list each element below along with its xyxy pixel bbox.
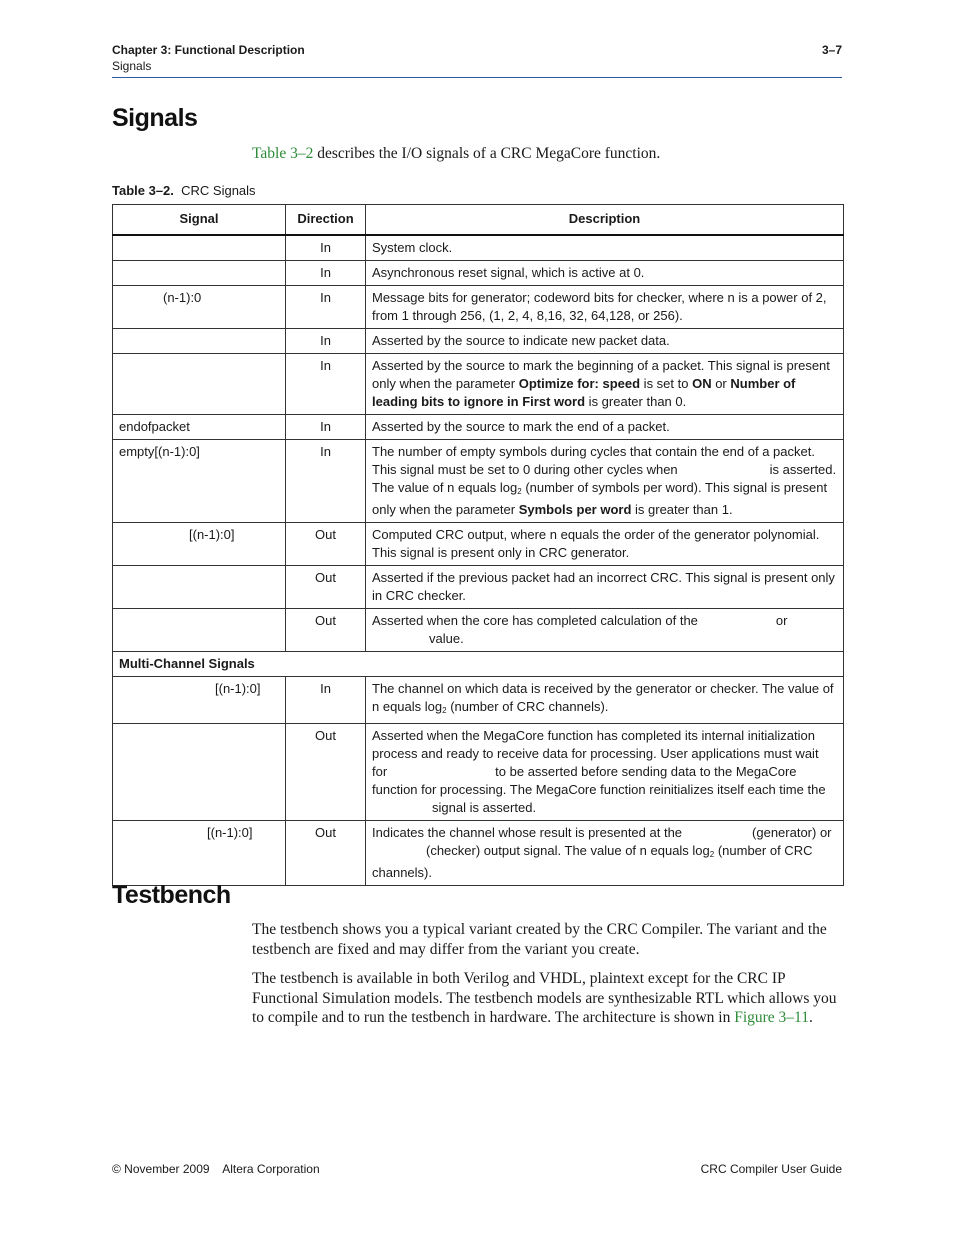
direction-cell: In bbox=[286, 415, 366, 440]
intro-text: describes the I/O signals of a CRC MegaCore function. bbox=[313, 145, 661, 162]
signal-cell bbox=[113, 261, 286, 286]
signal-cell: endofpacket bbox=[113, 415, 286, 440]
direction-cell: Out bbox=[286, 821, 366, 886]
desc-text: The channel on which data is received by the generator or checker. The value of n equals log bbox=[372, 681, 834, 714]
description-cell bbox=[366, 440, 844, 523]
direction-cell: In bbox=[286, 261, 366, 286]
direction-cell: Out bbox=[286, 566, 366, 609]
description-cell: Asynchronous reset signal, which is active at 0. bbox=[366, 261, 844, 286]
table-row bbox=[113, 440, 844, 523]
table-link[interactable]: Table 3–2 bbox=[252, 145, 314, 162]
desc-text: is greater than 1. bbox=[631, 502, 733, 517]
table-row bbox=[113, 566, 844, 609]
desc-text: (number of CRC channels). bbox=[372, 843, 813, 880]
direction-cell: In bbox=[286, 677, 366, 724]
subscript: 2 bbox=[517, 487, 522, 496]
param-name: Symbols per word bbox=[518, 502, 632, 517]
subscript: 2 bbox=[442, 706, 447, 715]
param-name: Number of leading bits to ignore in First word bbox=[372, 376, 796, 409]
desc-text: (checker) output signal. The value of n equals log bbox=[426, 843, 710, 858]
subscript: 2 bbox=[709, 850, 715, 859]
header-rule bbox=[112, 77, 842, 78]
description-cell bbox=[366, 724, 844, 821]
paragraph-text: . bbox=[809, 1009, 813, 1026]
description-cell: Asserted if the previous packet had an incorrect CRC. This signal is present only in CRC checker. bbox=[366, 566, 844, 609]
desc-text: is asserted. The value of n equals log bbox=[372, 462, 837, 495]
testbench-paragraph-1: The testbench shows you a typical variant created by the CRC Compiler. The variant and the testbench are fixed and may differ from the variant you create. bbox=[252, 921, 827, 958]
description-cell: Message bits for generator; codeword bits for checker, where n is a power of 2, from 1 through 256, (1, 2, 4, 8,16, 32, 64,128, or 256). bbox=[366, 286, 844, 329]
signal-cell bbox=[113, 724, 286, 821]
signals-heading: Signals bbox=[112, 104, 198, 132]
signals-table bbox=[112, 204, 844, 886]
description-cell bbox=[366, 609, 844, 652]
table-row bbox=[113, 286, 844, 329]
header-page-number: 3–7 bbox=[821, 43, 842, 57]
desc-text: (number of CRC channels). bbox=[446, 699, 609, 714]
desc-text: to be asserted before sending data to the MegaCore function for processing. The MegaCore function reinitializes itself each time the bbox=[372, 764, 826, 797]
signal-cell: [(n-1):0] bbox=[113, 677, 286, 724]
table-caption bbox=[112, 183, 256, 198]
signal-cell bbox=[113, 566, 286, 609]
direction-cell: In bbox=[286, 440, 366, 523]
desc-text: value. bbox=[429, 631, 464, 646]
desc-text: Asserted by the source to mark the beginning of a packet. This signal is present only when the parameter bbox=[372, 358, 830, 391]
desc-text: Asserted when the MegaCore function has completed its internal initialization process and ready to receive data for processing. User applications must wait for bbox=[372, 728, 819, 779]
group-row bbox=[113, 652, 844, 677]
table-row bbox=[113, 609, 844, 652]
direction-cell: Out bbox=[286, 609, 366, 652]
desc-text: signal is asserted. bbox=[432, 800, 537, 815]
col-header-signal: Signal bbox=[113, 205, 286, 236]
signal-cell bbox=[113, 235, 286, 261]
signal-cell: [(n-1):0] bbox=[113, 523, 286, 566]
table-caption-title: CRC Signals bbox=[181, 183, 256, 198]
desc-text: Asserted when the core has completed calculation of the bbox=[372, 613, 698, 628]
testbench-heading: Testbench bbox=[112, 881, 231, 909]
desc-text: is greater than 0. bbox=[585, 394, 687, 409]
desc-text: The number of empty symbols during cycles that contain the end of a packet. This signal must be set to 0 during other cycles when bbox=[372, 444, 815, 477]
table-row bbox=[113, 677, 844, 724]
desc-text: (number of symbols per word). This signal is present only when the parameter bbox=[372, 480, 828, 517]
signal-cell: (n-1):0 bbox=[113, 286, 286, 329]
desc-text: Indicates the channel whose result is presented at the bbox=[372, 825, 683, 840]
signal-cell bbox=[113, 609, 286, 652]
description-cell: Computed CRC output, where n equals the order of the generator polynomial. This signal is present only in CRC generator. bbox=[366, 523, 844, 566]
desc-text: or bbox=[775, 613, 788, 628]
table-row bbox=[113, 821, 844, 886]
param-name: Optimize for: speed bbox=[518, 376, 641, 391]
footer-guide-title: CRC Compiler User Guide bbox=[700, 1162, 842, 1176]
table-row bbox=[113, 329, 844, 354]
table-row bbox=[113, 235, 844, 261]
direction-cell: In bbox=[286, 329, 366, 354]
group-label: Multi-Channel Signals bbox=[113, 652, 844, 677]
footer-copyright: © November 2009 Altera Corporation bbox=[112, 1162, 320, 1176]
figure-link[interactable]: Figure 3–11 bbox=[734, 1009, 809, 1026]
paragraph-text: The testbench is available in both Verilog and VHDL, plaintext except for the CRC IP Functional Simulation models. The testbench models are synthesizable RTL which allows you to compile and to run the testbench in hardware. The architecture is shown in bbox=[252, 970, 837, 1026]
signal-cell bbox=[113, 329, 286, 354]
table-row bbox=[113, 724, 844, 821]
direction-cell: In bbox=[286, 286, 366, 329]
direction-cell: Out bbox=[286, 724, 366, 821]
header-section: Signals bbox=[112, 59, 152, 73]
description-cell bbox=[366, 821, 844, 886]
table-row bbox=[113, 415, 844, 440]
desc-text: is set to bbox=[640, 376, 693, 391]
param-value: ON bbox=[692, 376, 712, 391]
table-row bbox=[113, 523, 844, 566]
direction-cell: Out bbox=[286, 523, 366, 566]
table-row bbox=[113, 354, 844, 415]
signal-cell: [(n-1):0] bbox=[113, 821, 286, 886]
header-chapter: Chapter 3: Functional Description bbox=[112, 43, 305, 57]
testbench-paragraph-2 bbox=[252, 969, 842, 1028]
description-cell bbox=[366, 677, 844, 724]
desc-text: (generator) or bbox=[752, 825, 832, 840]
desc-text: or bbox=[711, 376, 731, 391]
table-header-row bbox=[113, 205, 844, 236]
signal-cell: empty[(n-1):0] bbox=[113, 440, 286, 523]
signal-cell bbox=[113, 354, 286, 415]
description-cell: Asserted by the source to indicate new packet data. bbox=[366, 329, 844, 354]
direction-cell: In bbox=[286, 235, 366, 261]
col-header-direction: Direction bbox=[286, 205, 366, 236]
description-cell: System clock. bbox=[366, 235, 844, 261]
col-header-description: Description bbox=[366, 205, 844, 236]
table-caption-label: Table 3–2. bbox=[112, 183, 174, 198]
description-cell: Asserted by the source to mark the end of a packet. bbox=[366, 415, 844, 440]
intro-paragraph bbox=[252, 144, 842, 164]
table-row bbox=[113, 261, 844, 286]
description-cell bbox=[366, 354, 844, 415]
direction-cell: In bbox=[286, 354, 366, 415]
